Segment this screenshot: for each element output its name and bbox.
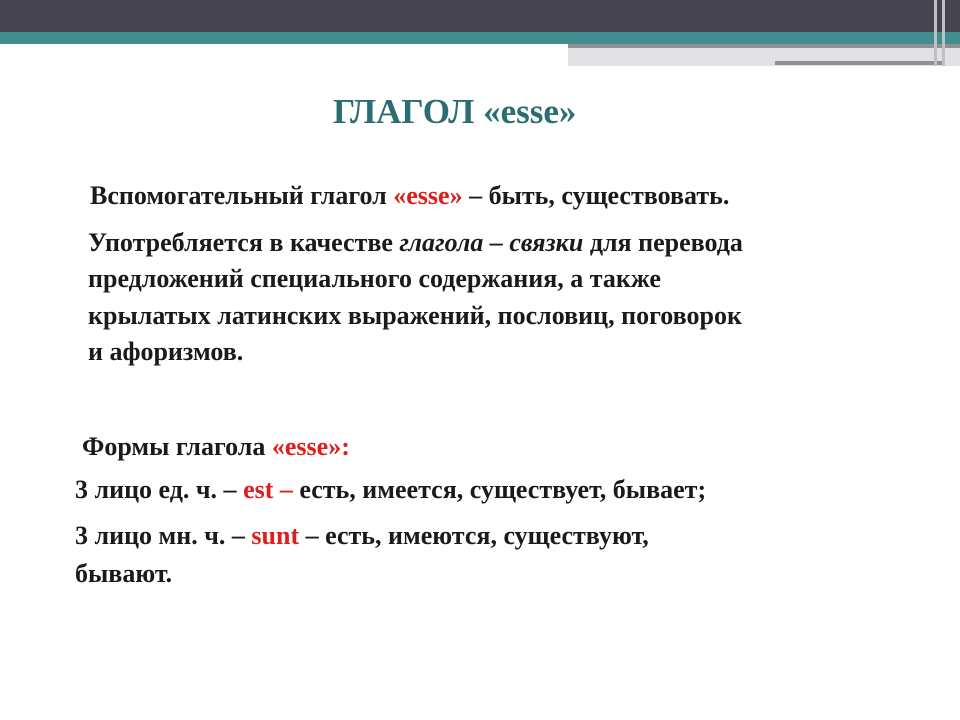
definition-prefix: Вспомогательный глагол <box>90 181 394 210</box>
forms-heading <box>82 429 350 465</box>
slide-title <box>333 92 576 132</box>
form-singular <box>75 472 706 508</box>
usage-line-1 <box>88 225 743 261</box>
forms-heading-highlight: «esse»: <box>271 432 350 461</box>
header-vertical-line <box>934 0 937 66</box>
usage-suffix: для перевода <box>583 228 743 257</box>
form-plural <box>75 518 649 554</box>
header-accent-line-short <box>775 61 945 65</box>
header-vertical-line <box>942 0 945 66</box>
form-singular-highlight: est – <box>243 475 300 504</box>
usage-prefix: Употребляется в качестве <box>88 228 400 257</box>
title-highlight: «esse» <box>483 92 577 131</box>
usage-line-2: предложений специального содержания, а также <box>88 264 661 293</box>
form-plural-line-2: бывают. <box>75 559 173 588</box>
definition-suffix: – быть, существовать. <box>462 181 730 210</box>
form-singular-prefix: 3 лицо ед. ч. – <box>75 475 244 504</box>
definition-highlight: «esse» <box>393 181 463 210</box>
usage-italic: глагола – связки <box>399 228 584 257</box>
usage-line-4: и афоризмов. <box>88 337 244 366</box>
form-singular-suffix: есть, имеется, существует, бывает; <box>299 475 707 504</box>
definition-line <box>90 178 729 214</box>
header-bar-dark <box>0 0 960 32</box>
title-text: ГЛАГОЛ <box>333 92 484 131</box>
form-plural-highlight: sunt <box>251 521 300 550</box>
forms-heading-prefix: Формы глагола <box>82 432 272 461</box>
usage-line-3: крылатых латинских выражений, пословиц, поговорок <box>88 301 742 330</box>
header-bar-teal <box>0 32 960 44</box>
form-plural-suffix: – есть, имеются, существуют, <box>299 521 649 550</box>
form-plural-prefix: 3 лицо мн. ч. – <box>75 521 252 550</box>
